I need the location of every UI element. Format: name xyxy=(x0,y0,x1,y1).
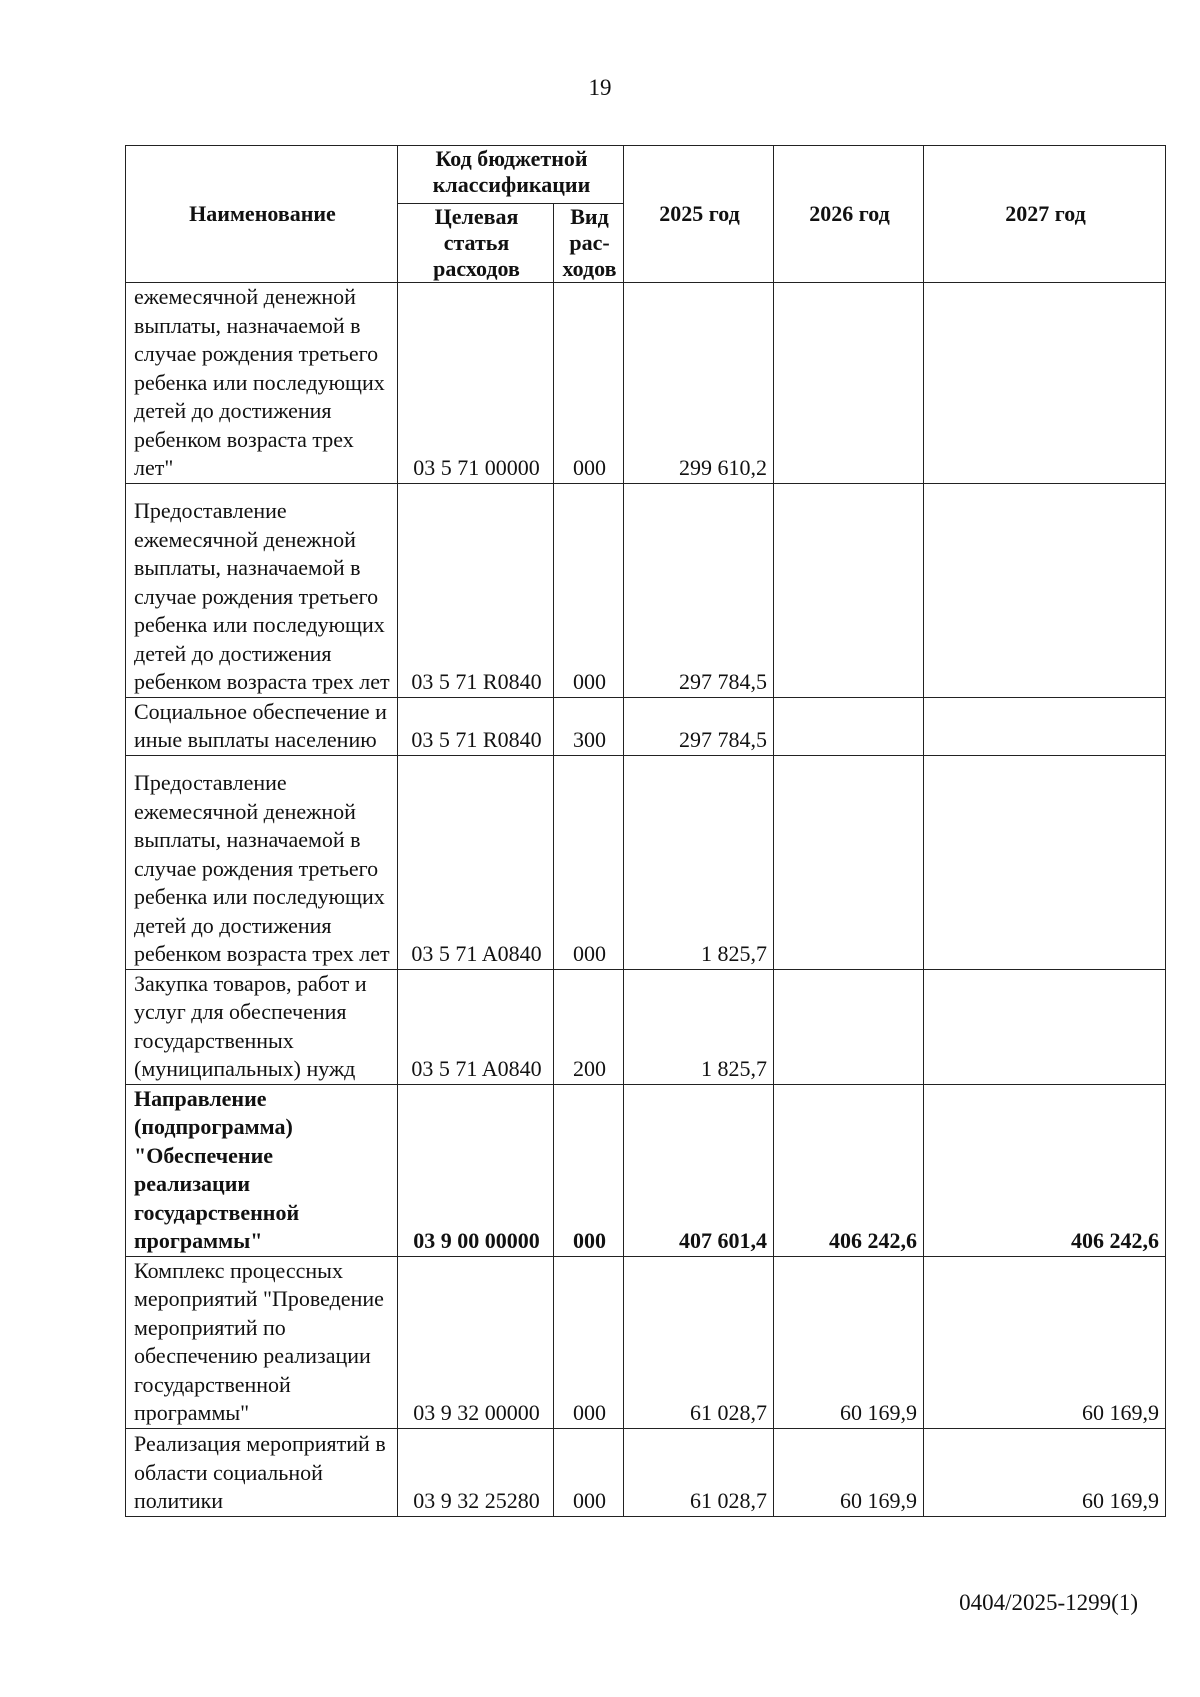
row-2025: 61 028,7 xyxy=(624,1256,774,1428)
header-target-article: Целевая статья расходов xyxy=(398,204,554,283)
header-kbk: Код бюджетной классификации xyxy=(398,146,624,204)
table-row xyxy=(126,755,1166,969)
row-name: ежемесячной денежной выплаты, назначаемой в случае рождения третьего ребенка или последующих детей до достижения ребенком возраста трех лет" xyxy=(126,283,398,484)
row-name: Социальное обеспечение и иные выплаты населению xyxy=(126,697,398,755)
row-expense-kind: 200 xyxy=(554,969,624,1084)
row-name: Предоставление ежемесячной денежной выплаты, назначаемой в случае рождения третьего ребенка или последующих детей до достижения ребенком возраста трех лет xyxy=(126,483,398,697)
table-row xyxy=(126,483,1166,697)
row-name: Комплекс процессных мероприятий "Проведение мероприятий по обеспечению реализации государственной программы" xyxy=(126,1256,398,1428)
table-row xyxy=(126,697,1166,755)
row-2026: 60 169,9 xyxy=(774,1256,924,1428)
row-2027: 60 169,9 xyxy=(924,1428,1166,1516)
table-row xyxy=(126,283,1166,484)
document-id: 0404/2025-1299(1) xyxy=(959,1590,1138,1615)
row-expense-kind: 300 xyxy=(554,697,624,755)
budget-table xyxy=(125,145,1166,1517)
row-2025: 299 610,2 xyxy=(624,283,774,484)
row-name: Предоставление ежемесячной денежной выплаты, назначаемой в случае рождения третьего ребенка или последующих детей до достижения ребенком возраста трех лет xyxy=(126,755,398,969)
row-target-code: 03 9 32 00000 xyxy=(398,1256,554,1428)
row-2027 xyxy=(924,969,1166,1084)
header-2026: 2026 год xyxy=(774,146,924,283)
page-number: 19 xyxy=(588,75,612,100)
row-2027 xyxy=(924,283,1166,484)
row-expense-kind: 000 xyxy=(554,1256,624,1428)
row-name: Реализация мероприятий в области социальной политики xyxy=(126,1428,398,1516)
row-2026 xyxy=(774,697,924,755)
header-2025: 2025 год xyxy=(624,146,774,283)
header-2027: 2027 год xyxy=(924,146,1166,283)
row-name: Закупка товаров, работ и услуг для обеспечения государственных (муниципальных) нужд xyxy=(126,969,398,1084)
row-2027 xyxy=(924,755,1166,969)
row-expense-kind: 000 xyxy=(554,283,624,484)
row-2026 xyxy=(774,483,924,697)
row-expense-kind: 000 xyxy=(554,1428,624,1516)
row-2025: 297 784,5 xyxy=(624,697,774,755)
table-row xyxy=(126,969,1166,1084)
row-2026: 406 242,6 xyxy=(774,1084,924,1256)
row-2027 xyxy=(924,483,1166,697)
row-name: Направление (подпрограмма) "Обеспечение реализации государственной программы" xyxy=(126,1084,398,1256)
table-row xyxy=(126,1428,1166,1516)
row-2025: 1 825,7 xyxy=(624,755,774,969)
row-2026: 60 169,9 xyxy=(774,1428,924,1516)
row-target-code: 03 5 71 A0840 xyxy=(398,969,554,1084)
header-expense-kind: Вид рас-ходов xyxy=(554,204,624,283)
row-target-code: 03 9 00 00000 xyxy=(398,1084,554,1256)
row-2027: 60 169,9 xyxy=(924,1256,1166,1428)
row-2025: 297 784,5 xyxy=(624,483,774,697)
row-expense-kind: 000 xyxy=(554,1084,624,1256)
row-2025: 407 601,4 xyxy=(624,1084,774,1256)
row-2027: 406 242,6 xyxy=(924,1084,1166,1256)
table-row xyxy=(126,1084,1166,1256)
row-target-code: 03 5 71 A0840 xyxy=(398,755,554,969)
row-target-code: 03 5 71 00000 xyxy=(398,283,554,484)
table-row xyxy=(126,1256,1166,1428)
row-target-code: 03 9 32 25280 xyxy=(398,1428,554,1516)
row-target-code: 03 5 71 R0840 xyxy=(398,483,554,697)
row-expense-kind: 000 xyxy=(554,755,624,969)
header-name: Наименование xyxy=(126,146,398,283)
row-2025: 61 028,7 xyxy=(624,1428,774,1516)
row-target-code: 03 5 71 R0840 xyxy=(398,697,554,755)
row-2025: 1 825,7 xyxy=(624,969,774,1084)
row-2027 xyxy=(924,697,1166,755)
row-2026 xyxy=(774,969,924,1084)
row-expense-kind: 000 xyxy=(554,483,624,697)
row-2026 xyxy=(774,283,924,484)
row-2026 xyxy=(774,755,924,969)
